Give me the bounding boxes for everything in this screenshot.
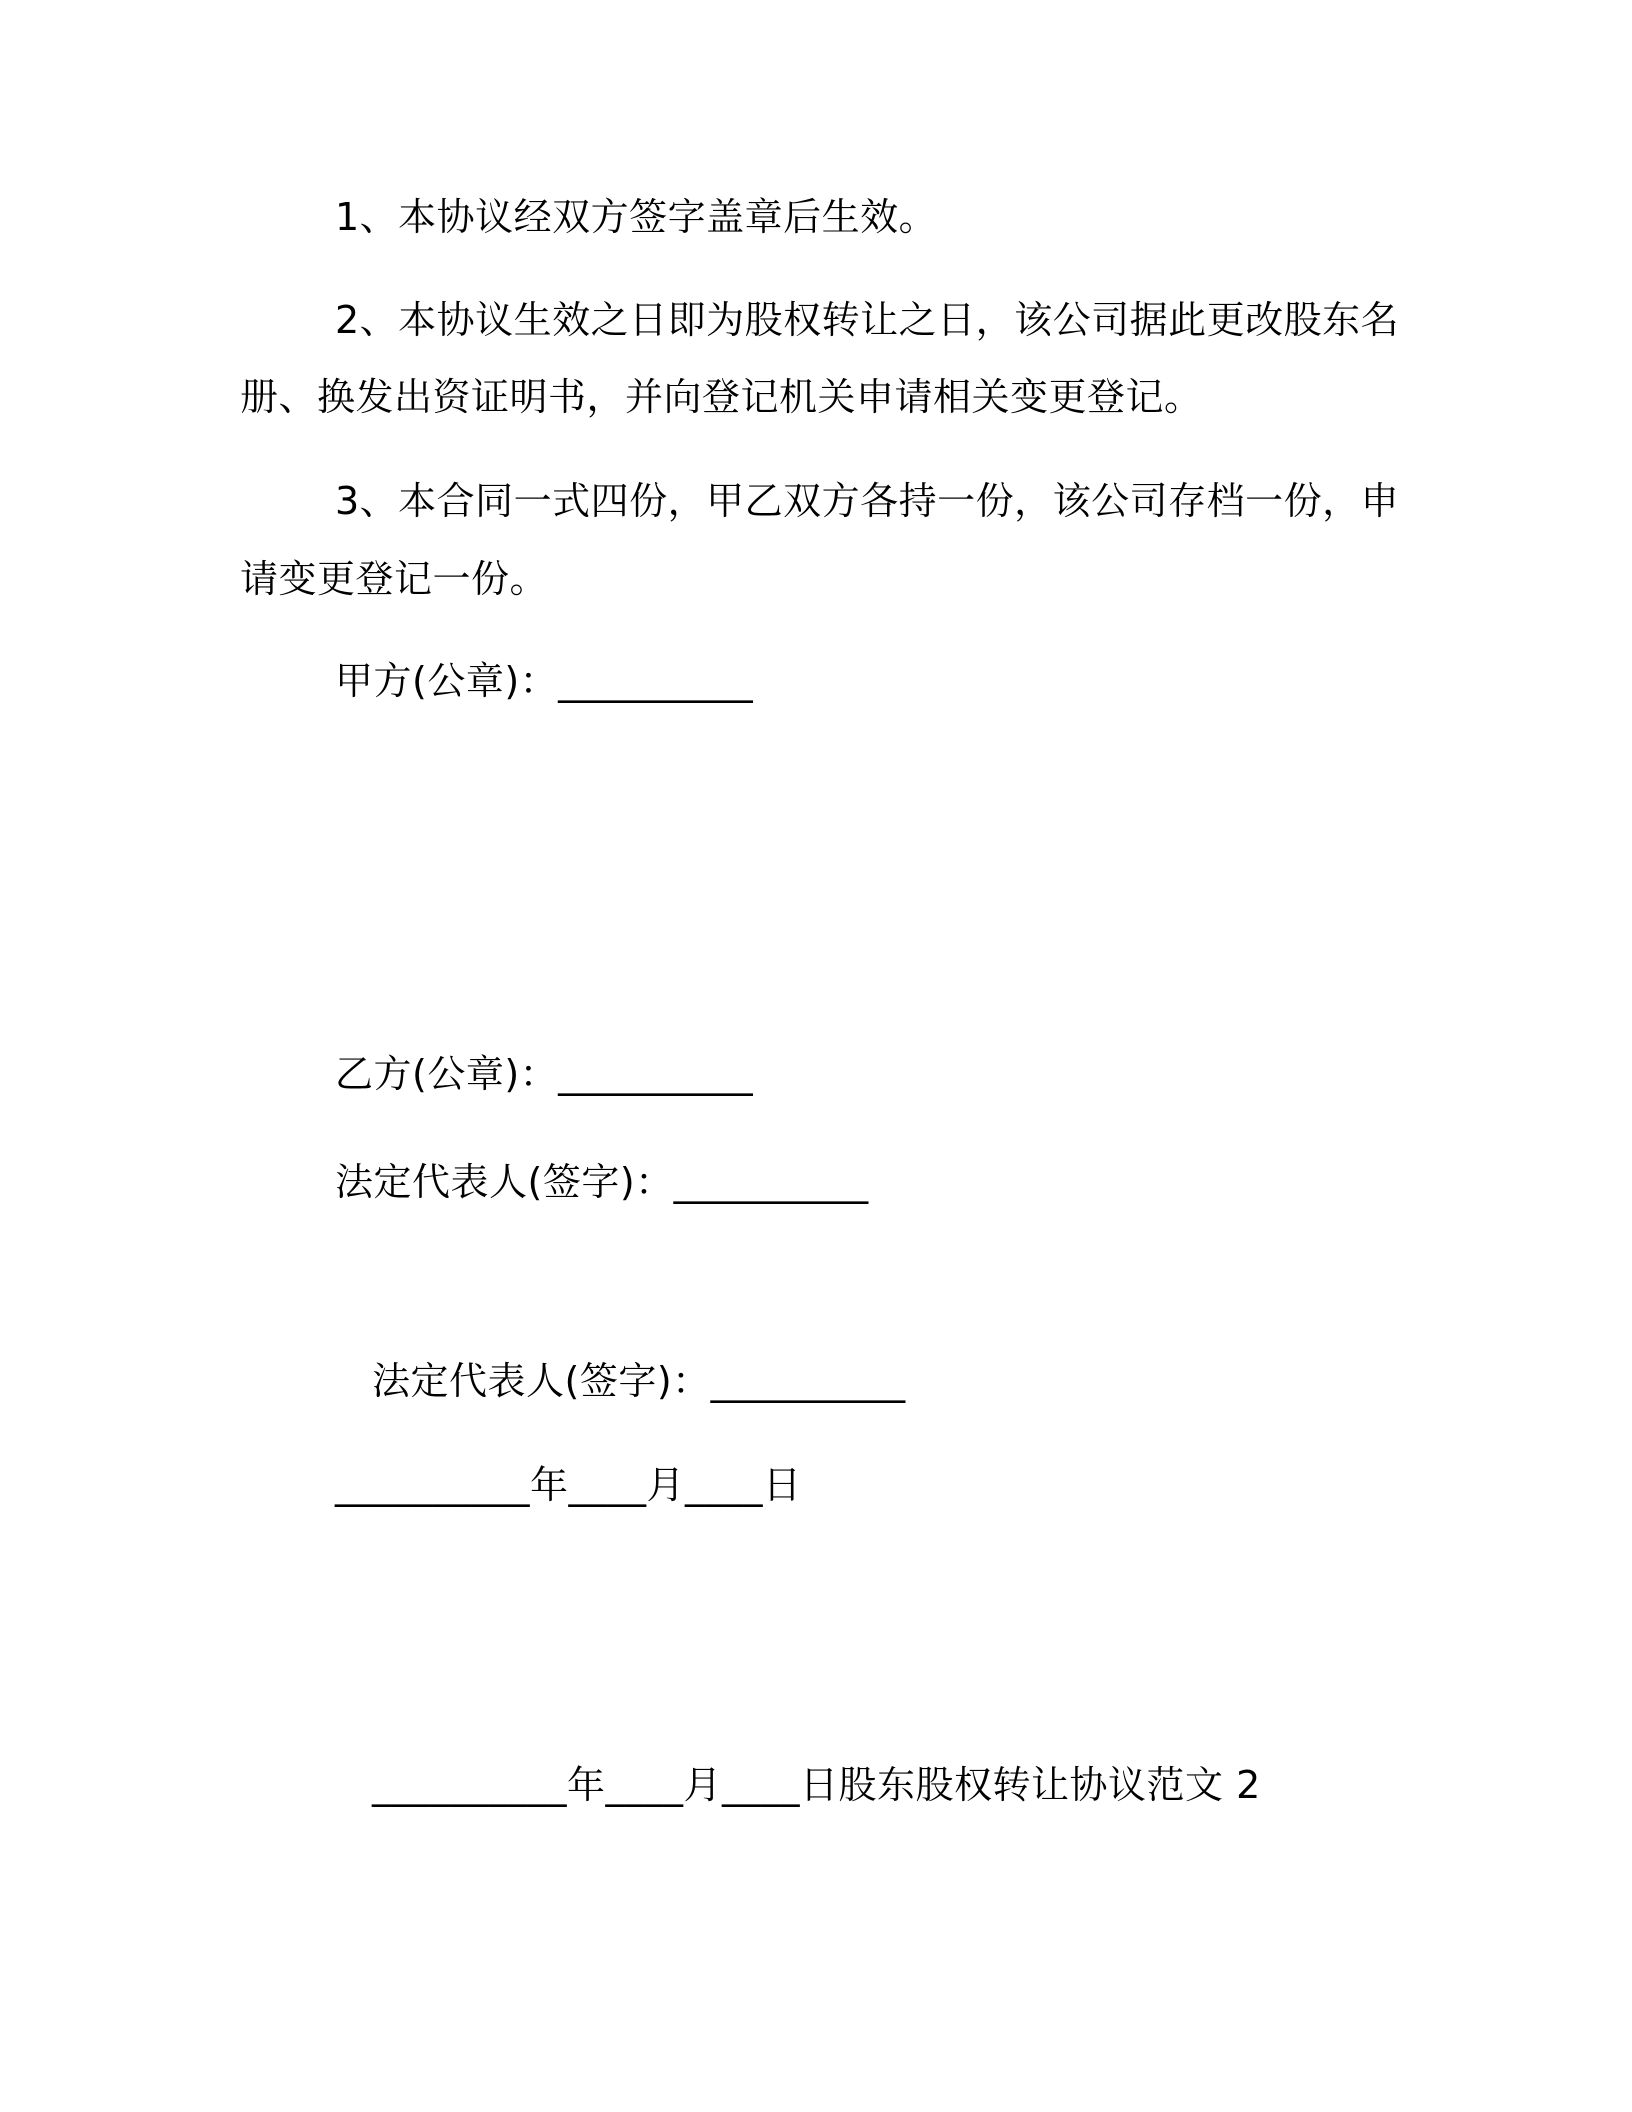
clause-2-line-1: 2、本协议生效之日即为股权转让之日，该公司据此更改股东名 xyxy=(335,298,1400,342)
clause-2-line-2: 册、换发出资证明书，并向登记机关申请相关变更登记。 xyxy=(240,375,1203,419)
date-line: __________年____月____日 xyxy=(335,1463,802,1507)
party-a-seal-line: 甲方(公章)：__________ xyxy=(335,659,754,703)
clause-3-line-1: 3、本合同一式四份，甲乙双方各持一份，该公司存档一份，申 xyxy=(335,479,1400,523)
clause-1: 1、本协议经双方签字盖章后生效。 xyxy=(335,195,938,239)
party-b-seal-line: 乙方(公章)：__________ xyxy=(335,1052,754,1096)
next-agreement-heading: __________年____月____日股东股权转让协议范文 2 xyxy=(372,1763,1261,1807)
clause-3-line-2: 请变更登记一份。 xyxy=(240,557,549,601)
legal-representative-signature-line: 法定代表人(签字)：__________ xyxy=(335,1160,869,1204)
legal-representative-signature-line-2: 法定代表人(签字)：__________ xyxy=(372,1359,906,1403)
